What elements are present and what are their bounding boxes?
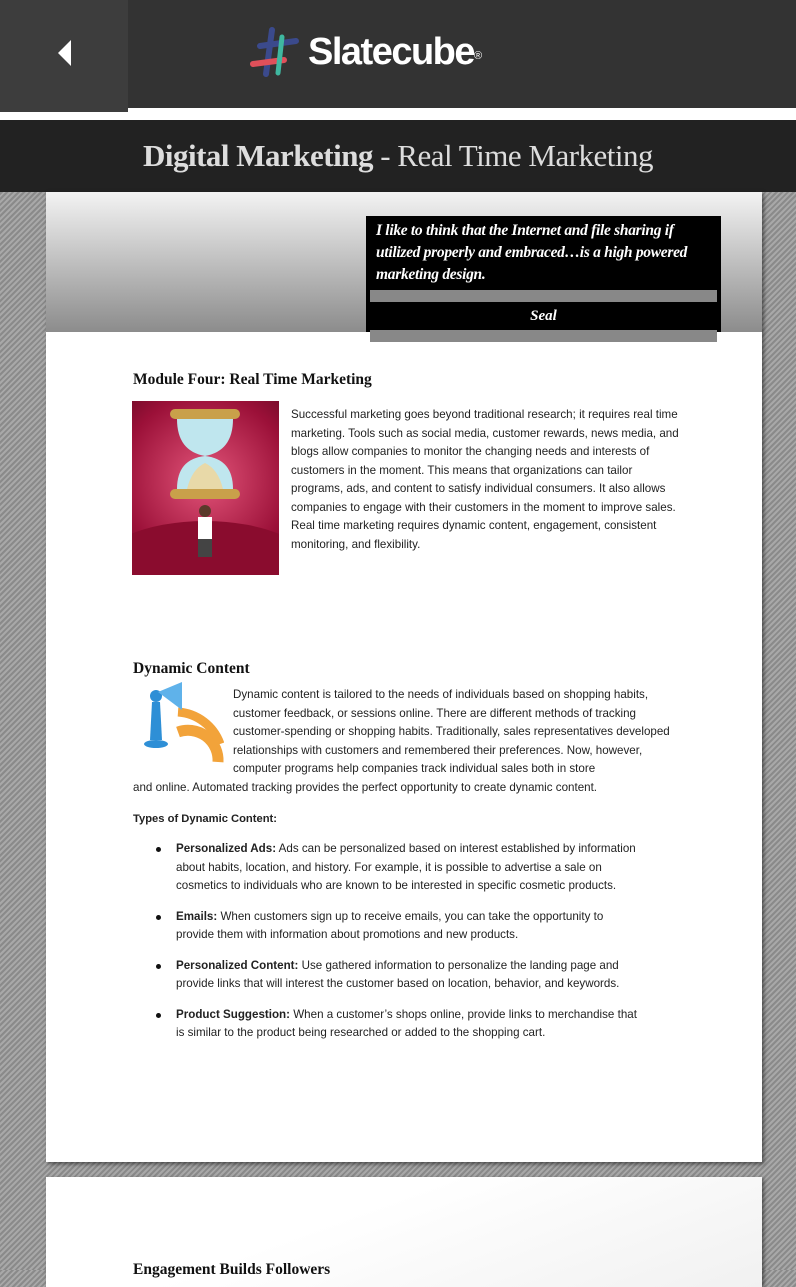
dynamic-content-body: Dynamic content is tailored to the needs of individuals based on shopping habits, customer feedback, or sessions online. There are different methods of tracking customer-spending or shopping habits. Traditionally, sales representatives developed relationships with customers and remembered their preferences. Now, however, computer programs help companies track individual sales both in store	[233, 688, 670, 775]
next-page-heading: Engagement Builds Followers	[133, 1261, 331, 1278]
dynamic-content-heading: Dynamic Content	[133, 660, 250, 677]
list-item	[133, 840, 643, 896]
item-term: Emails:	[176, 909, 218, 923]
item-text: Ads can be personalized based on interest established by information about habits, location, and history. For example, it is possible to advertise a sale on cosmetics to individuals who are known to be interested in specific cosmetic products.	[176, 842, 636, 892]
quote-box	[366, 216, 721, 332]
list-item	[133, 908, 643, 945]
quote-author: Seal	[530, 308, 557, 324]
registered-mark: ®	[474, 50, 483, 62]
hourglass-illustration	[132, 401, 279, 575]
slatecube-logo	[250, 26, 482, 78]
page-title	[0, 120, 796, 192]
megaphone-rss-illustration	[138, 682, 224, 768]
course-title: Digital Marketing	[142, 138, 373, 173]
module-body: Successful marketing goes beyond traditional research; it requires real time marketing. Tools such as social media, customer rewards, news media, and blogs allow companies to monitor the changing needs and interests of customers in the moment. This means that organizations can tailor programs, ads, and content to satisfy individual consumers. It also allows companies to engage with their customers in the moment to improve sales. Real time marketing requires dynamic content, engagement, consistent monitoring, and flexibility.	[291, 408, 679, 551]
item-term: Personalized Ads:	[176, 842, 277, 855]
types-list	[133, 840, 643, 1055]
item-text: When a customer’s shops online, provide links to merchandise that is similar to the product being researched or added to the shopping cart.	[176, 1007, 637, 1039]
quote-text: I like to think that the Internet and file sharing if utilized properly and embraced…is a high powered marketing design.	[376, 222, 688, 283]
logo-hash-icon	[250, 27, 300, 77]
page-banner	[46, 192, 762, 332]
item-term: Product Suggestion:	[176, 1007, 291, 1021]
document-page-1	[46, 192, 762, 1162]
title-separator: -	[372, 138, 398, 173]
types-label: Types of Dynamic Content:	[133, 813, 277, 825]
item-text: When customers sign up to receive emails, you can take the opportunity to provide them with information about promotions and new products.	[176, 909, 604, 941]
module-heading: Module Four: Real Time Marketing	[133, 371, 372, 388]
back-arrow-icon	[58, 40, 71, 66]
logo-text: Slatecube	[308, 30, 475, 73]
dynamic-content-body-cont: and online. Automated tracking provides the perfect opportunity to create dynamic content.	[133, 781, 598, 794]
document-page-2	[46, 1177, 762, 1287]
item-term: Personalized Content:	[176, 958, 299, 972]
list-item	[133, 1006, 643, 1043]
back-button[interactable]	[0, 0, 128, 112]
app-header	[0, 0, 796, 108]
lesson-title: Real Time Marketing	[397, 138, 654, 173]
item-text: Use gathered information to personalize the landing page and provide links that will interest the customer based on location, behavior, and keywords.	[176, 958, 620, 990]
header-divider	[0, 108, 796, 120]
list-item	[133, 957, 643, 994]
